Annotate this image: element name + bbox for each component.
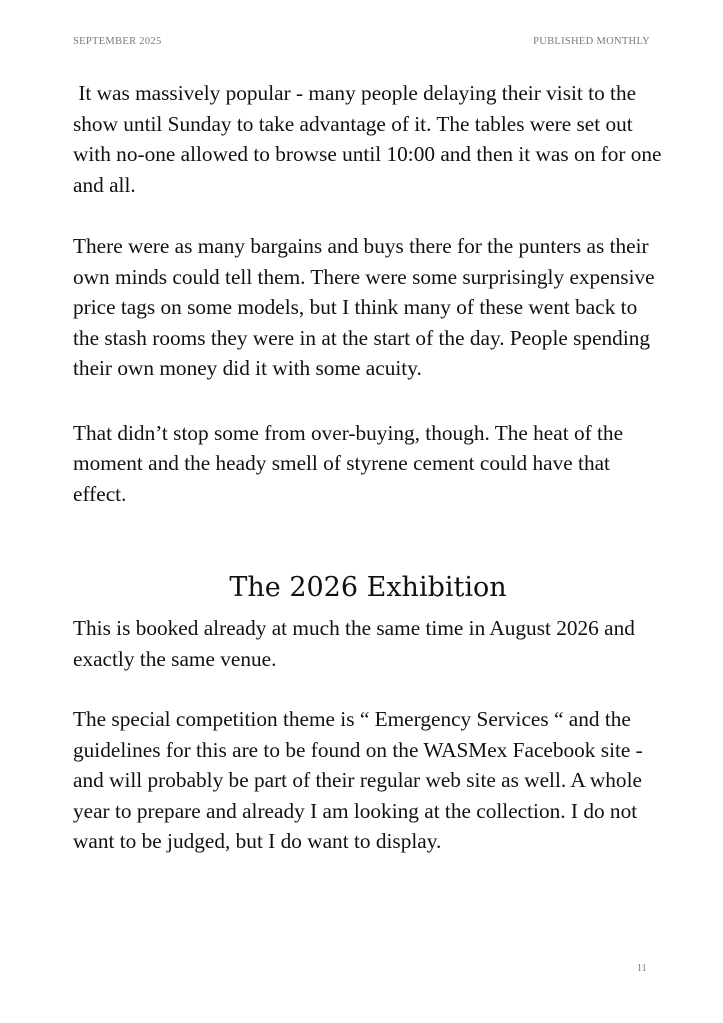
section-heading: The 2026 Exhibition (229, 572, 507, 603)
paragraph: The special competition theme is “ Emergency Services “ and the guidelines for this are to be found on the WASMex Facebook site - and will probably be part of their regular web site as well. A whole year to prepare and already I am looking at the collection. I do not want to be judged, but I do want to display. (73, 707, 643, 853)
page-number: 11 (637, 963, 647, 974)
paragraph: This is booked already at much the same time in August 2026 and exactly the same venue. (73, 616, 635, 671)
paragraph: That didn’t stop some from over-buying, though. The heat of the moment and the heady smell of styrene cement could have that effect. (73, 420, 624, 506)
article-body (73, 78, 667, 857)
issue-date: SEPTEMBER 2025 (73, 36, 162, 47)
running-header (73, 36, 650, 47)
paragraph: There were as many bargains and buys there for the punters as their own minds could tell them. There were some surprisingly expensive price tags on some models, but I think many of these went back to the stash rooms they were in at the start of the day. People spending their own money did it with some acuity. (73, 234, 655, 380)
paragraph: It was massively popular - many people delaying their visit to the show until Sunday to take advantage of it. The tables were set out with no-one allowed to browse until 10:00 and then it was on for one and all. (73, 81, 667, 197)
publication-frequency: PUBLISHED MONTHLY (533, 36, 650, 47)
